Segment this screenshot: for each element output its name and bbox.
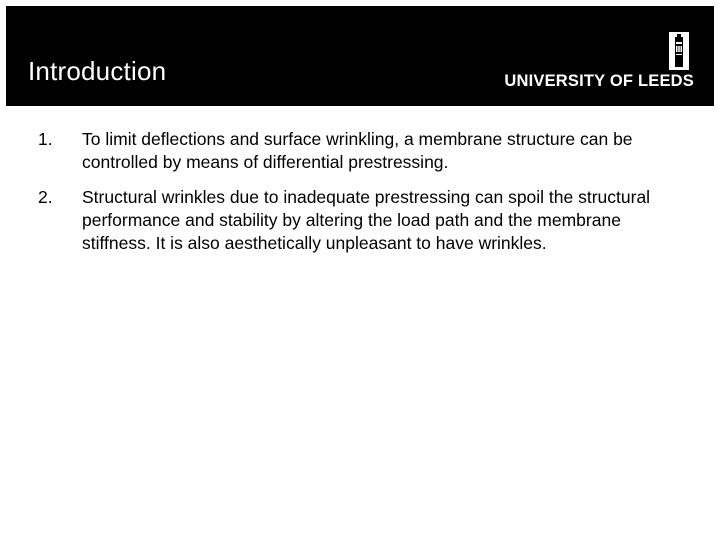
list-item [38,186,678,255]
list-text: To limit deflections and surface wrinkling, a membrane structure can be controlled by means of differential prestressing. [82,129,633,172]
university-wordmark: UNIVERSITY OF LEEDS [504,72,694,90]
parkinson-tower-icon [669,32,689,70]
header-bar [6,6,714,106]
list-number: 1. [38,129,53,149]
list-text: Structural wrinkles due to inadequate prestressing can spoil the structural performance and stability by altering the load path and the membrane stiffness. It is also aesthetically unpleasant to have wrinkles. [82,187,651,253]
list-item [38,128,678,174]
university-logo [494,32,694,92]
slide-title: Introduction [28,56,167,86]
list-number: 2. [38,187,53,207]
numbered-list [38,128,678,267]
